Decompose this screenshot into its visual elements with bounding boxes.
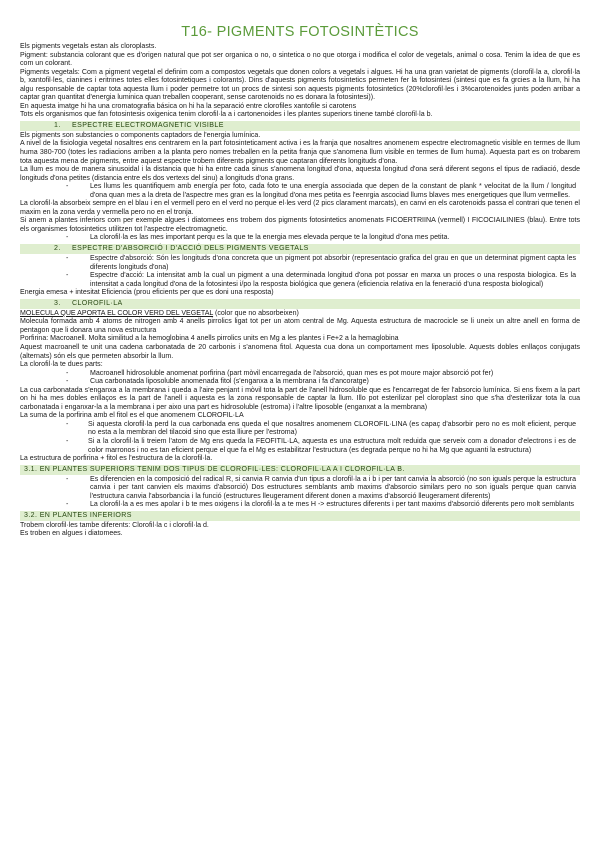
section-number: 3. xyxy=(54,299,61,307)
intro-paragraph: Pigments vegetals: Com a pigment vegetal el definim com a compostos vegetals que donen colors a vegetals i algues. Hi ha una gran varietat de pigments (clorofil·la a, clorofil·la b, xantofil·les, cianines i eritrines totes elles fotosintetiques i colorants). Dins d'aquests pigments fotosintetics permeten fer la fotosintesi (sintesi que es fa grcies a la llum, hi ha algu responsable de captar tota aquesta llum i poder permetre tot un procs de sintesi son aquests pigments fotosintetics (20%clorofil·les i 3%carotenoides junts poden arribar a captar gran quantitat d'energia luminica quan treballen cooperant, sense carotenoids no es donara la fotosintesi)). xyxy=(20,68,580,102)
list-item: - Si a la clorofil·la li treiem l'atom de Mg ens queda la FEOFITIL·LA, aquesta es una estructura molt reduida que serveix com a donador d'electrons i es de color marronos i no es tan eficient perque el que fa el Mg es estabilitzar l'estructura (es degrada perque no hi ha Mg que aguanti la estructura) xyxy=(20,438,580,455)
list-item: - La clorofil·la es las mes important perqu es la que te la energia mes elevada perque te la longitud d'ona mes petita. xyxy=(20,234,580,243)
paragraph: Es troben en algues i diatomees. xyxy=(20,530,123,538)
subtitle-line xyxy=(20,310,580,319)
bullet-list xyxy=(20,370,580,387)
subtitle: MOLECULA QUE APORTA EL COLOR VERD DEL VEGETAL xyxy=(20,309,214,317)
section-number: 2. xyxy=(54,245,61,253)
list-item: - Espectre d'absorció: Són les longituds d'ona concreta que un pigment pot absorbir (representacio grafica del grau en que un determinat pigment capta les diferents longituds d'ona) xyxy=(20,255,580,272)
list-item: - Les llums les quantifiquem amb energía per foto, cada foto te una energía associada que depen de la constant de plank * velocitat de la llum / longitud d'ona quan mes a la dreta de l'aspectre mes gran es la longitud d'ona mes petita es l'eenrgia ascociad llums blaves mes energetiques que llum vermelles. xyxy=(20,183,580,200)
intro-paragraph: Pigment: substancia colorant que es d'origen natural que pot ser organica o no, o sintetica o no que otorga i modifica el color de vegetals, animal o cosa. Tenim la idea de que es com un colorant. xyxy=(20,51,580,68)
bullet-list xyxy=(20,421,580,455)
paragraph: La clorofil·la te dues parts: xyxy=(20,361,103,369)
section-title: CLOROFIL·LA xyxy=(72,299,123,307)
intro-paragraph: Tots els organismos que fan fotosintesis oxigenica tenim clorofil·la a i cartonenoides i les plantes superiors tinene també clorofil·la b. xyxy=(20,111,433,119)
list-item: - Cua carbonatada liposoluble anomenada fitol (s'enganxa a la membrana i fa d'ancoratge) xyxy=(20,378,580,387)
subsection-heading-3-2 xyxy=(20,511,580,521)
paragraph: Aquest macroanell te unit una cadena carbonatada de 20 carbonis i s'anomena fitol. Aquesta cua dona un comportament mes liposoluble. Aquests dobles enllaços conjugats (alternats) són els que permeten absorbir la llum. xyxy=(20,343,580,360)
section-heading-3 xyxy=(20,299,580,309)
page-title: T16- PIGMENTS FOTOSINTÈTICS xyxy=(181,24,419,40)
paragraph: Energia emesa + intesitat Eficiencia (prou eficients per que es doni una resposta) xyxy=(20,289,274,297)
subsection-title: 3.2. EN PLANTES INFERIORS xyxy=(24,511,132,519)
bullet-list xyxy=(20,476,580,510)
paragraph: Molecula formada amb 4 atoms de nitrogen amb 4 anells pirrolics ligat tot per un atom central de Mg. Aquesta estructura de macrocicle se li uneix un altre anell en forma de pentagon que li donara una nova estructura xyxy=(20,318,580,334)
list-item: - Espectre d'acció: La intensitat amb la cual un pigment a una determinada longitud d'ona pot possar en marxa un proces o una resposta biologica. Es la intensitat a cada longitud d'ona de la fotosintesi i/po la resposta biológica que genera (eficiencia relativa en la feneració d'una resposta biological) xyxy=(20,272,580,289)
list-item: - Es diferencien en la composició del radical R, si canvia R canvia d'un tipus a clorofil·la a i b i per tant canvia la absorció (no son iguals perque la estructura canvia i per tant canvien els maxims d'absorció) Dos estructures semblants amb maxims d'absorcio similars pero no son iguals perque quan canvia l'estructura canvia l'absorbancia i la funció (estructures lleugerament diferent donen a maxims d'absorció lleugerament diferents) xyxy=(20,476,580,502)
intro-section xyxy=(20,43,580,120)
paragraph: A nivel de la fisiologia vegetal nosaltres ens centrarem en la part fotosinteticament activa i es la franja que nosaltres anomenem espectre electromagnetic visible en termes de llum huma 380-700 (totes les radiacions arriben a la planta pero nomes treballen en la petita franja que s'anomena llum visible en termes de llum huma). Aquesta part es on trobarem tota aquesta mena de pigments, entre aquest espectre trobem diferents pigments que captaran diferents longituds d'ona. xyxy=(20,140,580,165)
subsection-heading-3-1 xyxy=(20,465,580,475)
section-heading-2 xyxy=(20,244,580,254)
paragraph: La llum es mou de manera sinusoidal i la distancia que hi ha entre cada sinus s'anomena longitud d'ona, aquesta longitud d'ona será diferent segons el tipus de radiació, desde longituds d'ona petites (distancia entre els dos vertexs del sinu) a longituds d'ona grans. xyxy=(20,166,580,182)
list-item: - Macroanell hidrosoluble anomenat porfirina (part mòvil encarregada de l'absorció, quan mes es pot moure major absorció pot fer) xyxy=(20,370,580,379)
bullet-list xyxy=(20,255,580,289)
section-title: ESPECTRE D'ABSORCIÓ I D'ACCIÓ DELS PIGMENTS VEGETALS xyxy=(72,245,309,253)
section-heading-1 xyxy=(20,121,580,131)
intro-paragraph: En aquesta imatge hi ha una cromatografia básica on hi ha la separació entre clorofiles xantofile si carotens xyxy=(20,102,357,110)
list-item: - La clorofil·la a es mes apolar i b te mes oxigens i la clorofil·la a te mes H -> estructures diferents i per tant maxims d'absorció diferents pero molt semblants xyxy=(20,501,580,510)
section-number: 1. xyxy=(54,121,61,129)
list-item: - Si aquesta clorofil·la perd la cua carbonada ens queda el que nosaltres anomenem CLOROFIL·LINA (es capaç d'absorbir pero no es molt eficient, perque no esta a la membran del tilacoid sino que esta lliure per l'estroma) xyxy=(20,421,580,438)
paragraph: La clorofil·la absorbeix sempre en el blau i en el vermell pero en el verd no perque el·les verd (2 pics clarament marcats), en canvi en els carotenoids passa el contrari que tenen el maxim en la zona verda y vermella pero no en el tronja. xyxy=(20,200,580,216)
paragraph: Porfirina: Macroanell. Molta similitud a la hemoglobina 4 anells pirrolics units en Mg a les plantes i Fe+2 a la hemaglobina xyxy=(20,335,399,343)
bullet-list xyxy=(20,234,580,243)
intro-paragraph: Els pigments vegetals estan als cloroplasts. xyxy=(20,43,157,50)
paragraph: La cua carbonatada s'enganxa a la membrana i queda a l'aire penjant i mòvil tota la part de l'anell hidrosoluble que es l'encarregat de fer l'absorcio lumínica. Si ens fixem a la part on hi ha mes dobles enllaços es la part de l'anell i aquesta es la zona responsable de captar la llum. Illo pot esterilizar pel cloroplast sino que s'ha d'esterilizar tota la cua carbonatada i enganxar-la a la membrana i per aixo una part es hidrosoluble (estroma) i l'altre liposoble (enganxat a la membrana) xyxy=(20,386,580,411)
paragraph: Trobem clorofil·les tambe diferents: Clorofil·la c i clorofil·la d. xyxy=(20,521,209,529)
paragraph: La suma de la porfirina amb el fitol es el que anomenem CLOROFIL·LA xyxy=(20,412,244,420)
paragraph: Els pigments son substancies o components captadors de l'energia lumínica. xyxy=(20,131,261,139)
subsection-title: 3.1. EN PLANTES SUPERIORS TENIM DOS TIPUS DE CLOROFIL·LES: CLOROFIL·LA A I CLOROFIL·LA B. xyxy=(24,465,405,473)
subtitle-note: (color que no absorbeixen) xyxy=(213,309,299,317)
section-title: ESPECTRE ELECTROMAGNETIC VISIBLE xyxy=(72,121,224,129)
paragraph: La estructura de porfirina + fitol es l'estructura de la clorofil·la. xyxy=(20,455,213,463)
paragraph: Si anem a plantes inferiors com per exemple algues i diatomees ens trobem dos pigments fotosintetics anomenats FICOERTRIINA (vermell) I FICOCIAILINIES (blau). Entre tots els organismes fotosintetics utilitzen tot l'aspectre electromagnetic. xyxy=(20,217,580,233)
bullet-list xyxy=(20,183,580,200)
document-page xyxy=(20,0,580,539)
